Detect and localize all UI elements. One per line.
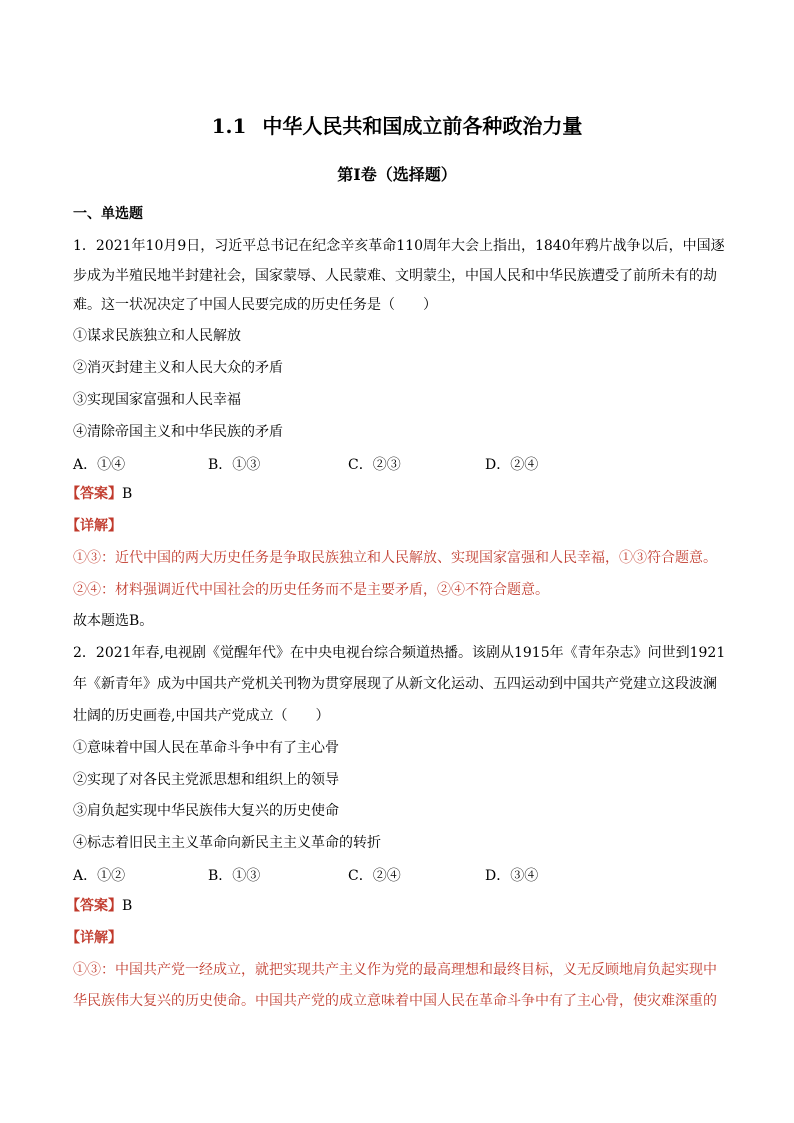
q1-item-3: ③实现国家富强和人民幸福 xyxy=(73,392,241,408)
q2-item-3: ③肩负起实现中华民族伟大复兴的历史使命 xyxy=(73,803,339,819)
q1-item-4: ④清除帝国主义和中华民族的矛盾 xyxy=(73,424,283,440)
volume-heading: 第Ⅰ卷（选择题） xyxy=(337,165,457,184)
q2-item-2: ②实现了对各民主党派思想和组织上的领导 xyxy=(73,772,339,788)
q2-stem-line-1: 2．2021年春,电视剧《觉醒年代》在中央电视台综合频道热播。该剧从1915年《青年杂志》问世到1921 xyxy=(73,645,726,661)
page-title xyxy=(0,110,794,139)
q2-detail-line-1: ①③：中国共产党一经成立，就把实现共产主义作为党的最高理想和最终目标，义无反顾地肩负起实现中 xyxy=(73,962,717,978)
q2-stem-line-3: 壮阔的历史画卷,中国共产党成立（ ） xyxy=(73,708,330,724)
q2-stem-line-2: 年《新青年》成为中国共产党机关刊物为贯穿展现了从新文化运动、五四运动到中国共产党建立这段波澜 xyxy=(73,676,717,692)
q2-answer xyxy=(66,896,734,916)
q2-option-a: A．①② xyxy=(73,868,126,884)
q2-detail-label: 【详解】 xyxy=(66,930,122,946)
q1-option-c: C．②③ xyxy=(348,457,401,473)
q2-answer-label: 【答案】 xyxy=(66,898,122,914)
q1-detail-line-2: ②④：材料强调近代中国社会的历史任务而不是主要矛盾，②④不符合题意。 xyxy=(73,582,549,598)
q1-answer-label: 【答案】 xyxy=(66,486,122,502)
q1-answer-value: B xyxy=(122,486,133,502)
q2-option-b: B．①③ xyxy=(208,868,261,884)
section-heading: 一、单选题 xyxy=(73,206,143,222)
q1-item-1: ①谋求民族独立和人民解放 xyxy=(73,328,241,344)
q1-conclusion: 故本题选B。 xyxy=(73,613,154,629)
q1-item-2: ②消灭封建主义和人民大众的矛盾 xyxy=(73,360,283,376)
q1-answer xyxy=(66,484,734,504)
q1-stem-line-1: 1．2021年10月9日，习近平总书记在纪念辛亥革命110周年大会上指出，1840年鸦片战争以后，中国逐 xyxy=(73,238,725,254)
q1-detail-label: 【详解】 xyxy=(66,518,122,534)
title-text: 中华人民共和国成立前各种政治力量 xyxy=(262,114,583,138)
q2-detail-line-2: 华民族伟大复兴的历史使命。中国共产党的成立意味着中国人民在革命斗争中有了主心骨，使灾难深重的 xyxy=(73,993,717,1009)
q2-option-d: D．③④ xyxy=(485,868,539,884)
q1-stem-line-2: 步成为半殖民地半封建社会，国家蒙辱、人民蒙难、文明蒙尘，中国人民和中华民族遭受了前所未有的劫 xyxy=(73,268,717,284)
q2-answer-value: B xyxy=(122,898,133,914)
q1-stem-line-3: 难。这一状况决定了中国人民要完成的历史任务是（ ） xyxy=(73,297,437,313)
q1-option-b: B．①③ xyxy=(208,457,261,473)
q2-option-c: C．②④ xyxy=(348,868,401,884)
q1-option-d: D．②④ xyxy=(485,457,539,473)
q1-option-a: A．①④ xyxy=(73,457,126,473)
q2-item-1: ①意味着中国人民在革命斗争中有了主心骨 xyxy=(73,740,339,756)
title-number: 1.1 xyxy=(211,114,247,138)
q1-detail-line-1: ①③：近代中国的两大历史任务是争取民族独立和人民解放、实现国家富强和人民幸福，①③符合题意。 xyxy=(73,550,717,566)
q2-item-4: ④标志着旧民主主义革命向新民主主义革命的转折 xyxy=(73,835,381,851)
